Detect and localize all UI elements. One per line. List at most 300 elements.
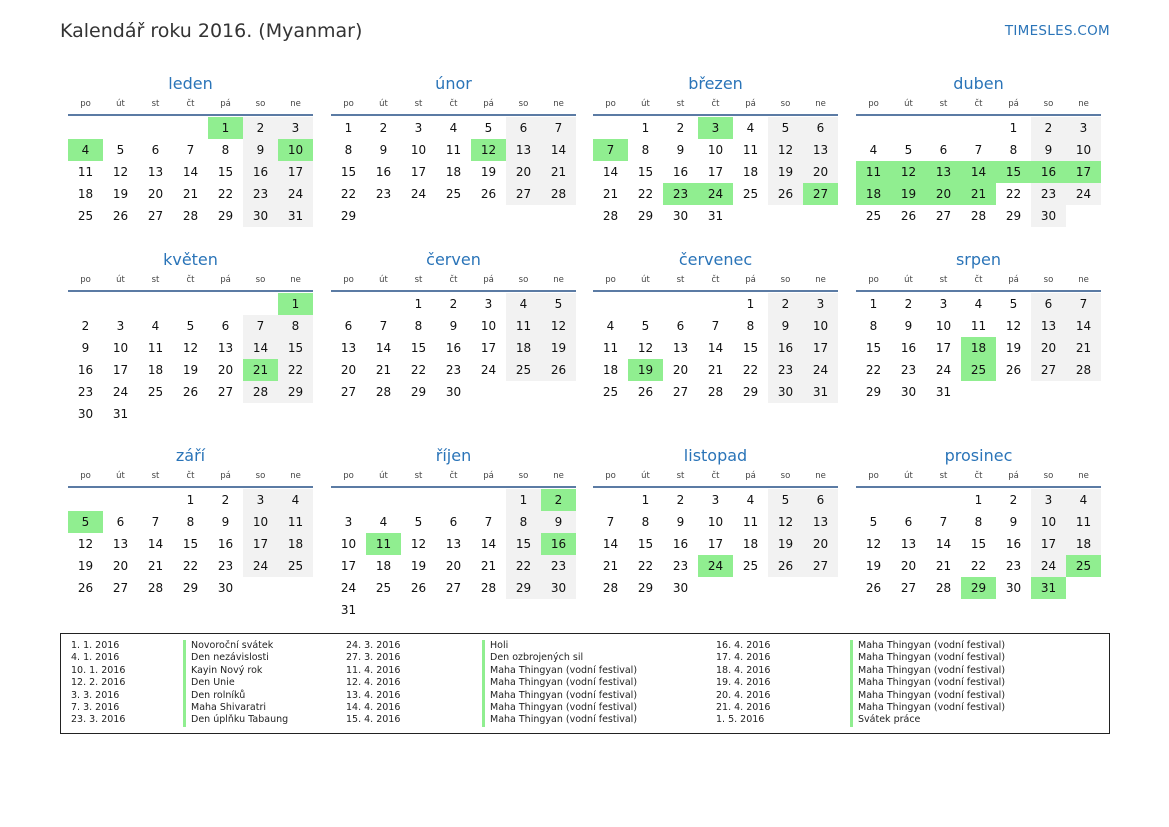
day-cell[interactable]: 17 — [112, 363, 129, 377]
day-cell[interactable]: 3 — [344, 515, 353, 529]
day-cell[interactable]: 27 — [506, 183, 541, 205]
day-cell[interactable]: 10 — [340, 537, 357, 551]
day-cell[interactable]: 5 — [869, 515, 878, 529]
day-cell[interactable]: 5 — [1009, 297, 1018, 311]
day-cell[interactable]: 2 — [541, 489, 576, 511]
day-cell[interactable]: 2 — [81, 319, 90, 333]
day-cell[interactable]: 30 — [217, 581, 234, 595]
day-cell[interactable]: 2 — [379, 121, 388, 135]
day-cell[interactable]: 18 — [278, 533, 313, 555]
day-cell[interactable]: 23 — [663, 183, 698, 205]
day-cell[interactable]: 8 — [221, 143, 230, 157]
day-cell[interactable]: 7 — [151, 515, 160, 529]
day-cell[interactable]: 11 — [445, 143, 462, 157]
day-cell[interactable]: 7 — [939, 515, 948, 529]
day-cell[interactable]: 13 — [506, 139, 541, 161]
day-cell[interactable]: 3 — [939, 297, 948, 311]
day-cell[interactable]: 20 — [803, 533, 838, 555]
day-cell[interactable]: 29 — [278, 381, 313, 403]
day-cell[interactable]: 12 — [891, 161, 926, 183]
day-cell[interactable]: 13 — [1031, 315, 1066, 337]
day-cell[interactable]: 13 — [340, 341, 357, 355]
day-cell[interactable]: 30 — [541, 577, 576, 599]
day-cell[interactable]: 5 — [414, 515, 423, 529]
day-cell[interactable]: 9 — [81, 341, 90, 355]
day-cell[interactable]: 3 — [278, 117, 313, 139]
day-cell[interactable]: 11 — [742, 143, 759, 157]
day-cell[interactable]: 9 — [1031, 139, 1066, 161]
day-cell[interactable]: 23 — [243, 183, 278, 205]
day-cell[interactable]: 4 — [869, 143, 878, 157]
day-cell[interactable]: 11 — [1066, 511, 1101, 533]
day-cell[interactable]: 22 — [970, 559, 987, 573]
day-cell[interactable]: 13 — [926, 161, 961, 183]
day-cell[interactable]: 22 — [217, 187, 234, 201]
day-cell[interactable]: 24 — [1066, 183, 1101, 205]
day-cell[interactable]: 21 — [147, 559, 164, 573]
day-cell[interactable]: 25 — [742, 559, 759, 573]
day-cell[interactable]: 24 — [340, 581, 357, 595]
day-cell[interactable]: 12 — [77, 537, 94, 551]
day-cell[interactable]: 16 — [217, 537, 234, 551]
day-cell[interactable]: 16 — [768, 337, 803, 359]
day-cell[interactable]: 16 — [900, 341, 917, 355]
day-cell[interactable]: 12 — [541, 315, 576, 337]
day-cell[interactable]: 29 — [506, 577, 541, 599]
day-cell[interactable]: 31 — [803, 381, 838, 403]
day-cell[interactable]: 19 — [628, 359, 663, 381]
day-cell[interactable]: 19 — [891, 183, 926, 205]
day-cell[interactable]: 5 — [768, 489, 803, 511]
day-cell[interactable]: 14 — [147, 537, 164, 551]
day-cell[interactable]: 25 — [77, 209, 94, 223]
day-cell[interactable]: 3 — [1066, 117, 1101, 139]
day-cell[interactable]: 16 — [243, 161, 278, 183]
day-cell[interactable]: 20 — [1031, 337, 1066, 359]
day-cell[interactable]: 25 — [506, 359, 541, 381]
site-link[interactable]: TIMESLES.COM — [1004, 23, 1110, 39]
day-cell[interactable]: 18 — [602, 363, 619, 377]
day-cell[interactable]: 12 — [410, 537, 427, 551]
day-cell[interactable]: 11 — [147, 341, 164, 355]
day-cell[interactable]: 7 — [243, 315, 278, 337]
day-cell[interactable]: 21 — [961, 183, 996, 205]
day-cell[interactable]: 8 — [414, 319, 423, 333]
day-cell[interactable]: 31 — [1031, 577, 1066, 599]
day-cell[interactable]: 24 — [1031, 555, 1066, 577]
day-cell[interactable]: 27 — [340, 385, 357, 399]
day-cell[interactable]: 1 — [641, 493, 650, 507]
day-cell[interactable]: 2 — [904, 297, 913, 311]
day-cell[interactable]: 25 — [375, 581, 392, 595]
day-cell[interactable]: 28 — [182, 209, 199, 223]
day-cell[interactable]: 18 — [147, 363, 164, 377]
day-cell[interactable]: 16 — [672, 537, 689, 551]
day-cell[interactable]: 9 — [379, 143, 388, 157]
day-cell[interactable]: 12 — [182, 341, 199, 355]
day-cell[interactable]: 21 — [243, 359, 278, 381]
day-cell[interactable]: 8 — [506, 511, 541, 533]
day-cell[interactable]: 18 — [1066, 533, 1101, 555]
day-cell[interactable]: 14 — [602, 165, 619, 179]
day-cell[interactable]: 8 — [746, 319, 755, 333]
day-cell[interactable]: 29 — [410, 385, 427, 399]
day-cell[interactable]: 27 — [147, 209, 164, 223]
day-cell[interactable]: 15 — [410, 341, 427, 355]
day-cell[interactable]: 23 — [375, 187, 392, 201]
day-cell[interactable]: 1 — [974, 493, 983, 507]
day-cell[interactable]: 17 — [480, 341, 497, 355]
day-cell[interactable]: 4 — [974, 297, 983, 311]
day-cell[interactable]: 19 — [112, 187, 129, 201]
day-cell[interactable]: 12 — [768, 139, 803, 161]
day-cell[interactable]: 22 — [182, 559, 199, 573]
day-cell[interactable]: 27 — [1031, 359, 1066, 381]
day-cell[interactable]: 25 — [602, 385, 619, 399]
day-cell[interactable]: 10 — [112, 341, 129, 355]
day-cell[interactable]: 20 — [506, 161, 541, 183]
day-cell[interactable]: 5 — [186, 319, 195, 333]
day-cell[interactable]: 4 — [746, 493, 755, 507]
day-cell[interactable]: 18 — [856, 183, 891, 205]
day-cell[interactable]: 24 — [698, 183, 733, 205]
day-cell[interactable]: 3 — [1031, 489, 1066, 511]
day-cell[interactable]: 22 — [506, 555, 541, 577]
day-cell[interactable]: 29 — [340, 209, 357, 223]
day-cell[interactable]: 11 — [366, 533, 401, 555]
day-cell[interactable]: 4 — [1066, 489, 1101, 511]
day-cell[interactable]: 1 — [414, 297, 423, 311]
day-cell[interactable]: 21 — [707, 363, 724, 377]
day-cell[interactable]: 12 — [471, 139, 506, 161]
day-cell[interactable]: 20 — [147, 187, 164, 201]
day-cell[interactable]: 15 — [970, 537, 987, 551]
day-cell[interactable]: 12 — [1005, 319, 1022, 333]
day-cell[interactable]: 25 — [147, 385, 164, 399]
day-cell[interactable]: 27 — [445, 581, 462, 595]
day-cell[interactable]: 26 — [480, 187, 497, 201]
day-cell[interactable]: 19 — [768, 533, 803, 555]
day-cell[interactable]: 6 — [151, 143, 160, 157]
day-cell[interactable]: 25 — [445, 187, 462, 201]
day-cell[interactable]: 5 — [904, 143, 913, 157]
day-cell[interactable]: 26 — [768, 555, 803, 577]
day-cell[interactable]: 14 — [1066, 315, 1101, 337]
day-cell[interactable]: 1 — [344, 121, 353, 135]
day-cell[interactable]: 14 — [541, 139, 576, 161]
day-cell[interactable]: 12 — [865, 537, 882, 551]
day-cell[interactable]: 17 — [1066, 161, 1101, 183]
day-cell[interactable]: 13 — [900, 537, 917, 551]
day-cell[interactable]: 16 — [541, 533, 576, 555]
day-cell[interactable]: 10 — [935, 319, 952, 333]
day-cell[interactable]: 1 — [506, 489, 541, 511]
day-cell[interactable]: 22 — [340, 187, 357, 201]
day-cell[interactable]: 13 — [445, 537, 462, 551]
day-cell[interactable]: 17 — [340, 559, 357, 573]
day-cell[interactable]: 1 — [641, 121, 650, 135]
day-cell[interactable]: 5 — [484, 121, 493, 135]
day-cell[interactable]: 18 — [742, 537, 759, 551]
day-cell[interactable]: 10 — [1066, 139, 1101, 161]
day-cell[interactable]: 15 — [506, 533, 541, 555]
day-cell[interactable]: 8 — [641, 515, 650, 529]
day-cell[interactable]: 28 — [707, 385, 724, 399]
day-cell[interactable]: 20 — [445, 559, 462, 573]
day-cell[interactable]: 4 — [68, 139, 103, 161]
day-cell[interactable]: 9 — [221, 515, 230, 529]
day-cell[interactable]: 15 — [996, 161, 1031, 183]
day-cell[interactable]: 29 — [742, 385, 759, 399]
day-cell[interactable]: 11 — [602, 341, 619, 355]
day-cell[interactable]: 23 — [445, 363, 462, 377]
day-cell[interactable]: 1 — [186, 493, 195, 507]
day-cell[interactable]: 4 — [278, 489, 313, 511]
day-cell[interactable]: 24 — [480, 363, 497, 377]
day-cell[interactable]: 20 — [672, 363, 689, 377]
day-cell[interactable]: 10 — [707, 515, 724, 529]
day-cell[interactable]: 19 — [865, 559, 882, 573]
day-cell[interactable]: 15 — [637, 537, 654, 551]
day-cell[interactable]: 5 — [541, 293, 576, 315]
day-cell[interactable]: 2 — [243, 117, 278, 139]
day-cell[interactable]: 27 — [672, 385, 689, 399]
day-cell[interactable]: 18 — [742, 165, 759, 179]
day-cell[interactable]: 9 — [768, 315, 803, 337]
day-cell[interactable]: 21 — [602, 559, 619, 573]
day-cell[interactable]: 21 — [541, 161, 576, 183]
day-cell[interactable]: 9 — [676, 515, 685, 529]
day-cell[interactable]: 5 — [116, 143, 125, 157]
day-cell[interactable]: 7 — [593, 139, 628, 161]
day-cell[interactable]: 28 — [147, 581, 164, 595]
day-cell[interactable]: 26 — [77, 581, 94, 595]
day-cell[interactable]: 25 — [1066, 555, 1101, 577]
day-cell[interactable]: 31 — [278, 205, 313, 227]
day-cell[interactable]: 25 — [742, 187, 759, 201]
day-cell[interactable]: 23 — [1005, 559, 1022, 573]
day-cell[interactable]: 30 — [672, 209, 689, 223]
day-cell[interactable]: 30 — [672, 581, 689, 595]
day-cell[interactable]: 11 — [856, 161, 891, 183]
day-cell[interactable]: 26 — [900, 209, 917, 223]
day-cell[interactable]: 23 — [1031, 183, 1066, 205]
day-cell[interactable]: 24 — [803, 359, 838, 381]
day-cell[interactable]: 18 — [77, 187, 94, 201]
day-cell[interactable]: 1 — [278, 293, 313, 315]
day-cell[interactable]: 21 — [375, 363, 392, 377]
day-cell[interactable]: 23 — [768, 359, 803, 381]
day-cell[interactable]: 11 — [77, 165, 94, 179]
day-cell[interactable]: 23 — [77, 385, 94, 399]
day-cell[interactable]: 6 — [803, 489, 838, 511]
day-cell[interactable]: 6 — [344, 319, 353, 333]
day-cell[interactable]: 29 — [1005, 209, 1022, 223]
day-cell[interactable]: 6 — [116, 515, 125, 529]
day-cell[interactable]: 24 — [112, 385, 129, 399]
day-cell[interactable]: 26 — [112, 209, 129, 223]
day-cell[interactable]: 2 — [676, 121, 685, 135]
day-cell[interactable]: 2 — [768, 293, 803, 315]
day-cell[interactable]: 16 — [1005, 537, 1022, 551]
day-cell[interactable]: 20 — [900, 559, 917, 573]
day-cell[interactable]: 18 — [445, 165, 462, 179]
day-cell[interactable]: 30 — [768, 381, 803, 403]
day-cell[interactable]: 2 — [221, 493, 230, 507]
day-cell[interactable]: 3 — [116, 319, 125, 333]
day-cell[interactable]: 30 — [445, 385, 462, 399]
day-cell[interactable]: 17 — [935, 341, 952, 355]
day-cell[interactable]: 28 — [970, 209, 987, 223]
day-cell[interactable]: 6 — [221, 319, 230, 333]
day-cell[interactable]: 15 — [637, 165, 654, 179]
day-cell[interactable]: 15 — [182, 537, 199, 551]
day-cell[interactable]: 29 — [865, 385, 882, 399]
day-cell[interactable]: 26 — [541, 359, 576, 381]
day-cell[interactable]: 23 — [900, 363, 917, 377]
day-cell[interactable]: 9 — [904, 319, 913, 333]
day-cell[interactable]: 8 — [974, 515, 983, 529]
day-cell[interactable]: 22 — [278, 359, 313, 381]
day-cell[interactable]: 16 — [672, 165, 689, 179]
day-cell[interactable]: 26 — [1005, 363, 1022, 377]
day-cell[interactable]: 15 — [278, 337, 313, 359]
day-cell[interactable]: 5 — [68, 511, 103, 533]
day-cell[interactable]: 22 — [865, 363, 882, 377]
day-cell[interactable]: 28 — [602, 581, 619, 595]
day-cell[interactable]: 3 — [484, 297, 493, 311]
day-cell[interactable]: 20 — [112, 559, 129, 573]
day-cell[interactable]: 20 — [926, 183, 961, 205]
day-cell[interactable]: 18 — [961, 337, 996, 359]
day-cell[interactable]: 28 — [243, 381, 278, 403]
day-cell[interactable]: 20 — [340, 363, 357, 377]
day-cell[interactable]: 11 — [278, 511, 313, 533]
day-cell[interactable]: 26 — [410, 581, 427, 595]
day-cell[interactable]: 25 — [865, 209, 882, 223]
day-cell[interactable]: 13 — [147, 165, 164, 179]
day-cell[interactable]: 22 — [637, 187, 654, 201]
day-cell[interactable]: 4 — [746, 121, 755, 135]
day-cell[interactable]: 14 — [480, 537, 497, 551]
day-cell[interactable]: 7 — [484, 515, 493, 529]
day-cell[interactable]: 6 — [1031, 293, 1066, 315]
day-cell[interactable]: 9 — [541, 511, 576, 533]
day-cell[interactable]: 29 — [182, 581, 199, 595]
day-cell[interactable]: 28 — [375, 385, 392, 399]
day-cell[interactable]: 22 — [637, 559, 654, 573]
day-cell[interactable]: 3 — [803, 293, 838, 315]
day-cell[interactable]: 24 — [410, 187, 427, 201]
day-cell[interactable]: 9 — [449, 319, 458, 333]
day-cell[interactable]: 10 — [410, 143, 427, 157]
day-cell[interactable]: 31 — [340, 603, 357, 617]
day-cell[interactable]: 26 — [768, 183, 803, 205]
day-cell[interactable]: 21 — [182, 187, 199, 201]
day-cell[interactable]: 7 — [379, 319, 388, 333]
day-cell[interactable]: 10 — [243, 511, 278, 533]
day-cell[interactable]: 19 — [768, 161, 803, 183]
day-cell[interactable]: 27 — [900, 581, 917, 595]
day-cell[interactable]: 3 — [414, 121, 423, 135]
day-cell[interactable]: 4 — [379, 515, 388, 529]
day-cell[interactable]: 2 — [1031, 117, 1066, 139]
day-cell[interactable]: 29 — [637, 581, 654, 595]
day-cell[interactable]: 11 — [506, 315, 541, 337]
day-cell[interactable]: 15 — [217, 165, 234, 179]
day-cell[interactable]: 24 — [243, 555, 278, 577]
day-cell[interactable]: 13 — [803, 139, 838, 161]
day-cell[interactable]: 26 — [637, 385, 654, 399]
day-cell[interactable]: 19 — [1005, 341, 1022, 355]
day-cell[interactable]: 9 — [676, 143, 685, 157]
day-cell[interactable]: 10 — [707, 143, 724, 157]
day-cell[interactable]: 2 — [676, 493, 685, 507]
day-cell[interactable]: 16 — [445, 341, 462, 355]
day-cell[interactable]: 26 — [865, 581, 882, 595]
day-cell[interactable]: 23 — [541, 555, 576, 577]
day-cell[interactable]: 14 — [375, 341, 392, 355]
day-cell[interactable]: 6 — [676, 319, 685, 333]
day-cell[interactable]: 19 — [182, 363, 199, 377]
day-cell[interactable]: 2 — [449, 297, 458, 311]
day-cell[interactable]: 31 — [935, 385, 952, 399]
day-cell[interactable]: 17 — [278, 161, 313, 183]
day-cell[interactable]: 31 — [707, 209, 724, 223]
day-cell[interactable]: 1 — [869, 297, 878, 311]
day-cell[interactable]: 26 — [182, 385, 199, 399]
day-cell[interactable]: 19 — [410, 559, 427, 573]
day-cell[interactable]: 27 — [803, 555, 838, 577]
day-cell[interactable]: 27 — [935, 209, 952, 223]
day-cell[interactable]: 28 — [541, 183, 576, 205]
day-cell[interactable]: 10 — [278, 139, 313, 161]
day-cell[interactable]: 8 — [186, 515, 195, 529]
day-cell[interactable]: 29 — [637, 209, 654, 223]
day-cell[interactable]: 1 — [1009, 121, 1018, 135]
day-cell[interactable]: 9 — [243, 139, 278, 161]
day-cell[interactable]: 8 — [869, 319, 878, 333]
day-cell[interactable]: 14 — [961, 161, 996, 183]
day-cell[interactable]: 17 — [803, 337, 838, 359]
day-cell[interactable]: 23 — [217, 559, 234, 573]
day-cell[interactable]: 2 — [1009, 493, 1018, 507]
day-cell[interactable]: 3 — [698, 117, 733, 139]
day-cell[interactable]: 4 — [506, 293, 541, 315]
day-cell[interactable]: 28 — [935, 581, 952, 595]
day-cell[interactable]: 14 — [935, 537, 952, 551]
day-cell[interactable]: 30 — [900, 385, 917, 399]
day-cell[interactable]: 4 — [449, 121, 458, 135]
day-cell[interactable]: 4 — [606, 319, 615, 333]
day-cell[interactable]: 7 — [1066, 293, 1101, 315]
day-cell[interactable]: 17 — [707, 165, 724, 179]
day-cell[interactable]: 22 — [410, 363, 427, 377]
day-cell[interactable]: 24 — [278, 183, 313, 205]
day-cell[interactable]: 8 — [1009, 143, 1018, 157]
day-cell[interactable]: 13 — [112, 537, 129, 551]
day-cell[interactable]: 14 — [602, 537, 619, 551]
day-cell[interactable]: 16 — [77, 363, 94, 377]
day-cell[interactable]: 27 — [217, 385, 234, 399]
day-cell[interactable]: 6 — [449, 515, 458, 529]
day-cell[interactable]: 31 — [112, 407, 129, 421]
day-cell[interactable]: 30 — [1031, 205, 1066, 227]
day-cell[interactable]: 25 — [961, 359, 996, 381]
day-cell[interactable]: 7 — [711, 319, 720, 333]
day-cell[interactable]: 10 — [480, 319, 497, 333]
day-cell[interactable]: 6 — [904, 515, 913, 529]
